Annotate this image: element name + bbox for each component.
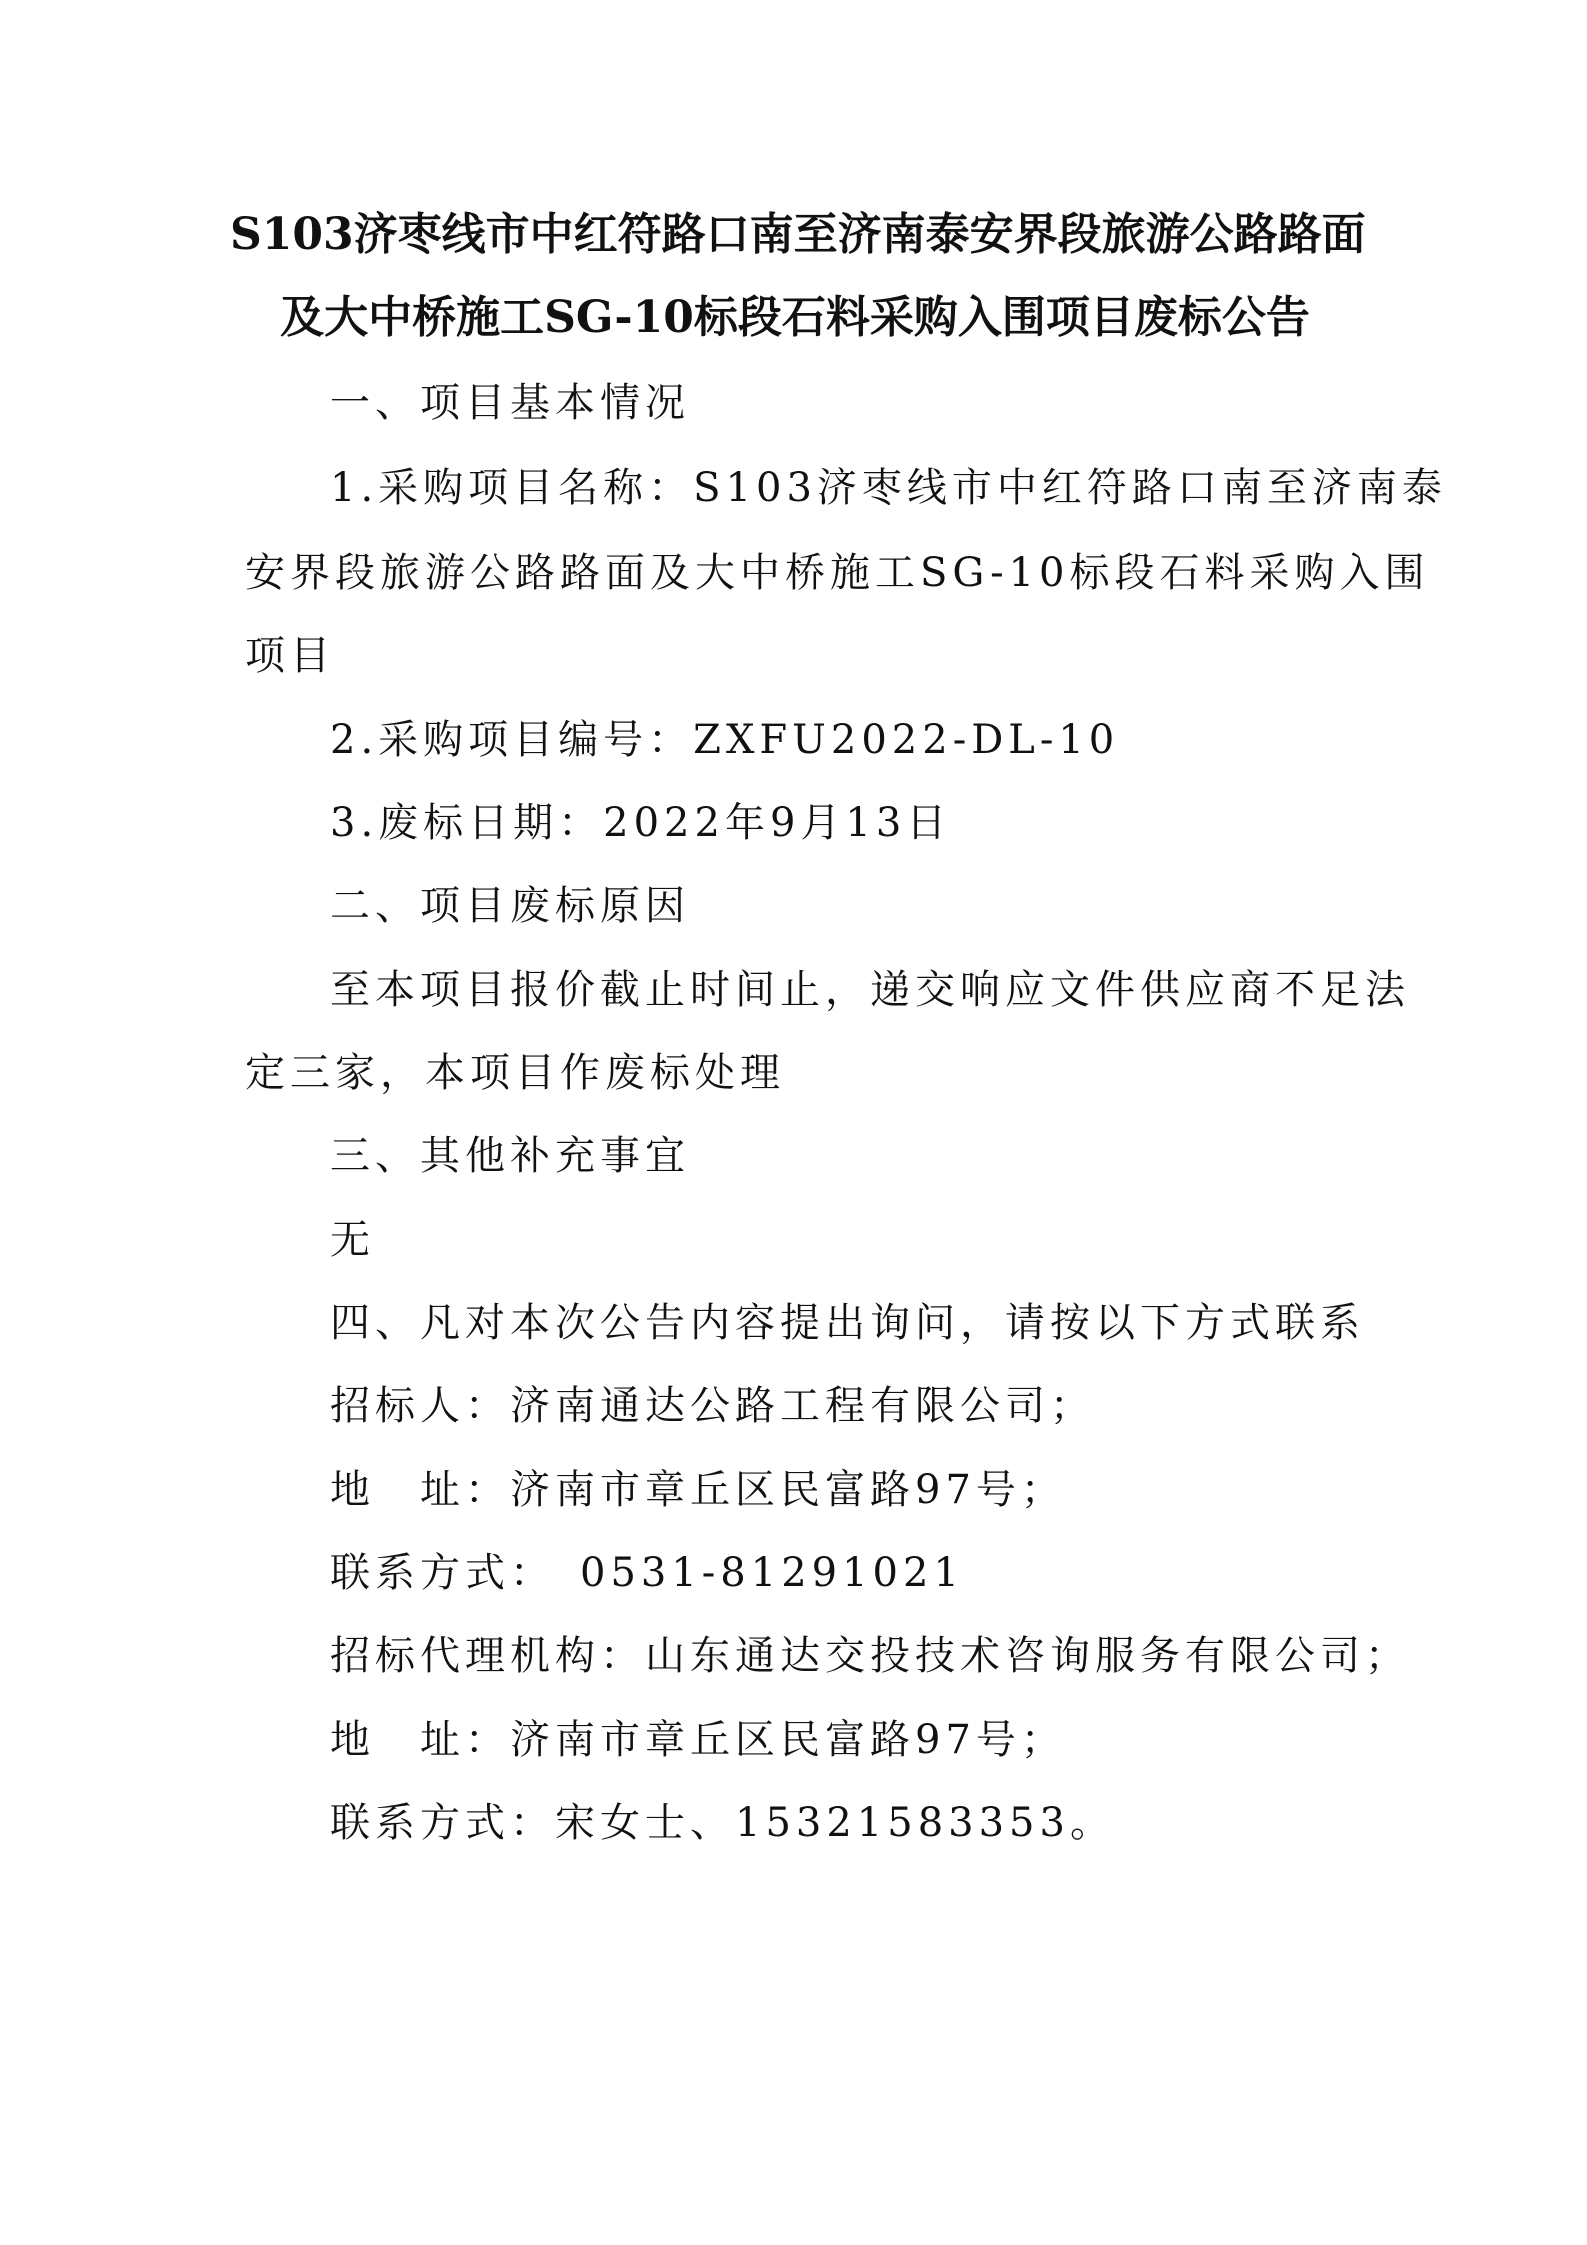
tenderer: 招标人：济南通达公路工程有限公司； <box>330 1383 1095 1429</box>
item-2-project-number: 2.采购项目编号：ZXFU2022-DL-10 <box>330 717 1120 763</box>
section-3-heading: 三、其他补充事宜 <box>330 1133 690 1179</box>
reason-line-2: 定三家，本项目作废标处理 <box>245 1050 785 1096</box>
title-line-1: S103济枣线市中红符路口南至济南泰安界段旅游公路路面 <box>230 209 1366 260</box>
section-2-heading: 二、项目废标原因 <box>330 883 690 929</box>
agency-address: 地 址：济南市章丘区民富路97号； <box>330 1717 1066 1763</box>
section-1-heading: 一、项目基本情况 <box>330 380 690 426</box>
agency: 招标代理机构：山东通达交投技术咨询服务有限公司； <box>330 1633 1410 1679</box>
item-1-line-1: 1.采购项目名称：S103济枣线市中红符路口南至济南泰 <box>330 465 1447 511</box>
item-3-date: 3.废标日期：2022年9月13日 <box>330 800 952 846</box>
tenderer-contact: 联系方式： 0531-81291021 <box>330 1550 964 1596</box>
item-1-line-2: 安界段旅游公路路面及大中桥施工SG-10标段石料采购入围 <box>245 550 1430 596</box>
agency-contact: 联系方式：宋女士、15321583353。 <box>330 1800 1115 1846</box>
section-4-heading: 四、凡对本次公告内容提出询问，请按以下方式联系 <box>330 1300 1365 1346</box>
tenderer-address: 地 址：济南市章丘区民富路97号； <box>330 1467 1066 1513</box>
item-1-line-3: 项目 <box>245 633 335 679</box>
title-line-2: 及大中桥施工SG-10标段石料采购入围项目废标公告 <box>280 292 1310 343</box>
section-3-content: 无 <box>330 1217 375 1263</box>
reason-line-1: 至本项目报价截止时间止，递交响应文件供应商不足法 <box>330 967 1410 1013</box>
